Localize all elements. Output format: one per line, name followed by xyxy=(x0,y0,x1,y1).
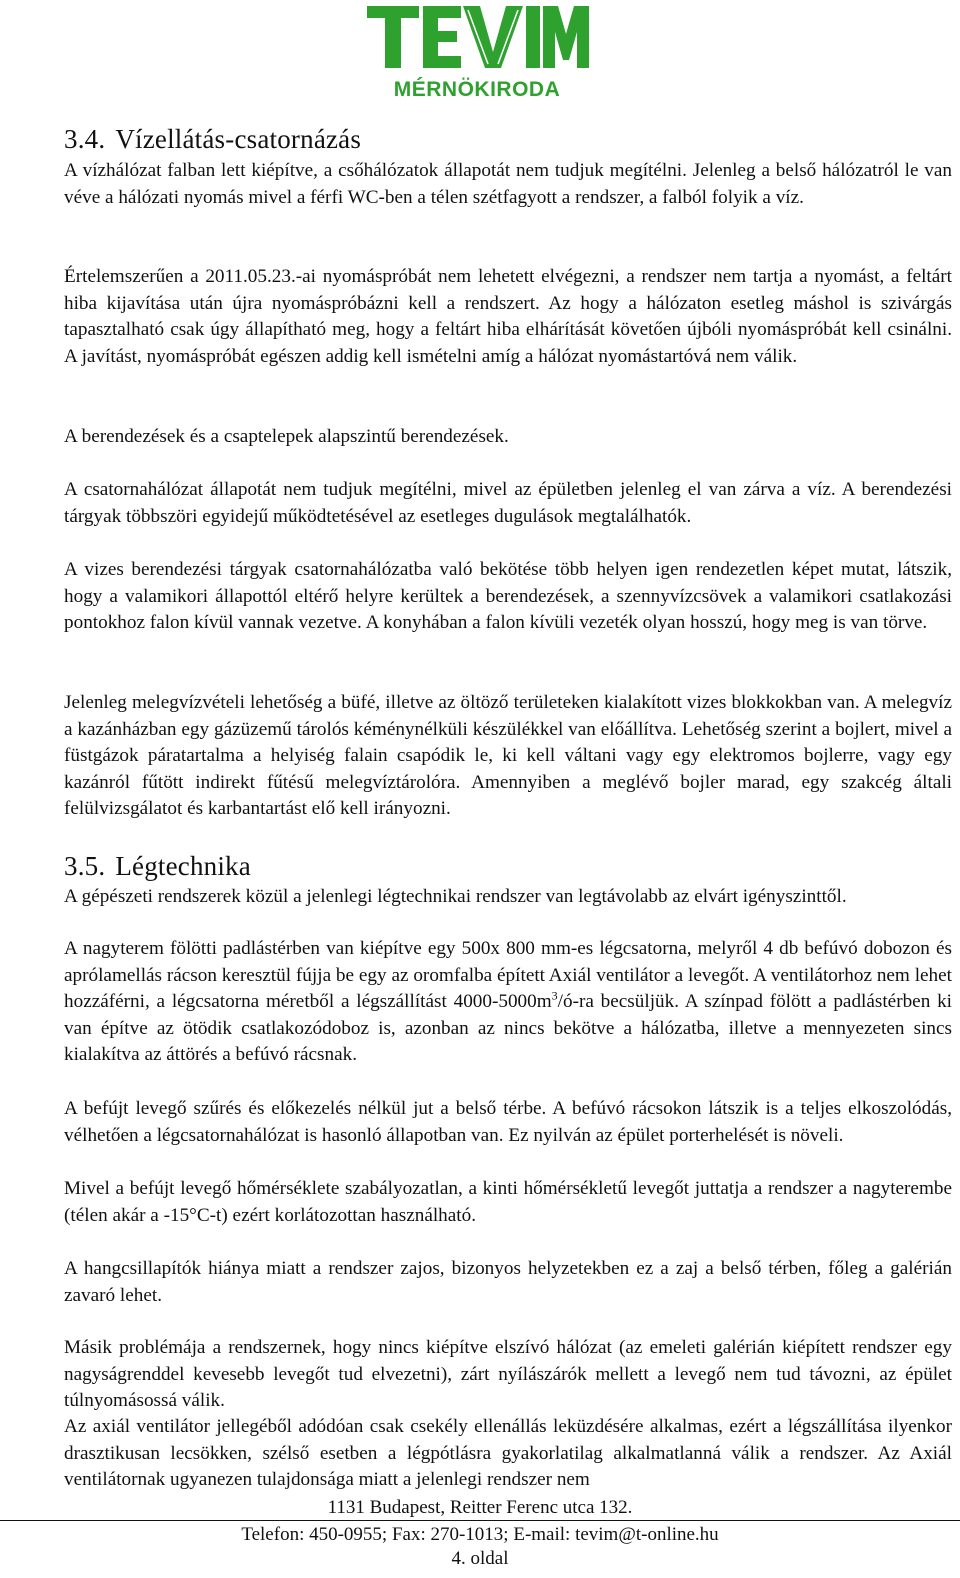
section-heading-3-5 xyxy=(64,851,251,881)
footer-address: 1131 Budapest, Reitter Ferenc utca 132. xyxy=(327,1497,633,1518)
paragraph: Másik problémája a rendszernek, hogy nincs kiépítve elszívó hálózat (az emeleti galérián kiépített rendszer egy nagyságrenddel kevesebb levegőt tud elvezetni), zárt nyílászárók mellett a levegő nem tud távozni, az épület túlnyomásossá válik. xyxy=(64,1337,952,1411)
section-heading-3-4 xyxy=(64,124,361,154)
tevim-logo-mark xyxy=(365,4,590,100)
paragraph-text: A nagyterem fölötti padlástérben van kiépítve egy 500x 800 mm-es légcsatorna, melyről 4 db befúvó dobozon és aprólamellás rácson keresztül fújja be egy az oromfalba épített Axiál ventilátor a levegőt. A ventilátorhoz nem lehet hozzáférni, a légcsatorna méretből a légszállítást 4000-5000m xyxy=(64,938,952,1012)
paragraph xyxy=(64,936,952,1069)
paragraph: A gépészeti rendszerek közül a jelenlegi légtechnikai rendszer van legtávolabb az elvárt igényszinttől. xyxy=(64,886,847,907)
page-number: 4. oldal xyxy=(451,1548,509,1569)
section-title: Vízellátás-csatornázás xyxy=(115,124,362,154)
footer-divider xyxy=(0,1520,960,1521)
paragraph: A berendezések és a csaptelepek alapszintű berendezések. xyxy=(64,426,509,447)
paragraph: Értelemszerűen a 2011.05.23.-ai nyomáspróbát nem lehetett elvégezni, a rendszer nem tartja a nyomást, a feltárt hiba kijavítása után újra nyomáspróbázni kell a rendszert. Az hogy a hálózaton esetleg máshol is szivárgás tapasztalható csak úgy állapítható meg, hogy a feltárt hiba elhárítását követően újbóli nyomáspróbát kell csinálni. A javítást, nyomáspróbát egészen addig kell ismételni amíg a hálózat nyomástartóvá nem válik. xyxy=(64,266,952,367)
section-title: Légtechnika xyxy=(115,851,251,881)
paragraph: A befújt levegő szűrés és előkezelés nélkül jut a belső térbe. A befúvó rácsokon látszik is a teljes elkoszolódás, vélhetően a légcsatornahálózat is hasonló állapotban van. Ez nyilván az épület porterhelését is növeli. xyxy=(64,1098,952,1146)
paragraph-text: /ó-ra becsüljük. A színpad fölött a padlástérben ki van építve az ötödik csatlakozódoboz is, azonban az nincs bekötve a hálózatba, illetve a mennyezeten sincs kialakítva az áttörés a befúvó rácsnak. xyxy=(64,991,952,1065)
footer-contact: Telefon: 450-0955; Fax: 270-1013; E-mail: tevim@t-online.hu xyxy=(241,1524,719,1545)
paragraph: A csatornahálózat állapotát nem tudjuk megítélni, mivel az épületben jelenleg el van zárva a víz. A berendezési tárgyak többszöri egyidejű működtetésével az esetleges dugulások megtalálhatók. xyxy=(64,479,952,527)
paragraph: A vízhálózat falban lett kiépítve, a csőhálózatok állapotát nem tudjuk megítélni. Jelenleg a belső hálózatról le van véve a hálózati nyomás mivel a férfi WC-ben a télen szétfagyott a rendszer, a falból folyik a víz. xyxy=(64,160,952,208)
company-logo xyxy=(365,4,590,100)
section-number: 3.4. xyxy=(64,124,106,154)
logo-subtitle: MÉRNÖKIRODA xyxy=(393,78,561,100)
superscript: 3 xyxy=(551,988,558,1003)
paragraph: Az axiál ventilátor jellegéből adódóan csak csekély ellenállás leküzdésére alkalmas, ezért a légszállítása ilyenkor drasztikusan lecsökken, szélső esetben a légpótlásra gyakorlatilag alkalmatlanná válik a rendszer. Az Axiál ventilátornak ugyanezen tulajdonsága miatt a jelenlegi rendszer nem xyxy=(64,1416,952,1490)
paragraph: A hangcsillapítók hiánya miatt a rendszer zajos, bizonyos helyzetekben ez a zaj a belső térben, főleg a galérián zavaró lehet. xyxy=(64,1258,952,1306)
paragraph: Mivel a befújt levegő hőmérséklete szabályozatlan, a kinti hőmérsékletű levegőt juttatja a rendszer a nagyterembe (télen akár a -15°C-t) ezért korlátozottan használható. xyxy=(64,1178,952,1226)
section-number: 3.5. xyxy=(64,851,106,881)
paragraph: Jelenleg melegvízvételi lehetőség a büfé, illetve az öltöző területeken kialakított vizes blokkokban van. A melegvíz a kazánházban egy gázüzemű tárolós kéménynélküli készülékkel van előállítva. Lehetőség szerint a bojlert, mivel a füstgázok páratartalma a helyiség falain csapódik le, ki kell váltani vagy egy elektromos bojlerre, vagy egy kazánról fűtött indirekt fűtésű melegvíztárolóra. Amennyiben a meglévő bojler marad, egy szakcég általi felülvizsgálatot és karbantartást elő kell irányozni. xyxy=(64,692,952,819)
paragraph: A vizes berendezési tárgyak csatornahálózatba való bekötése több helyen igen rendezetlen képet mutat, látszik, hogy a valamikori állapottól eltérő helyre kerültek a berendezések, a szennyvízcsövek a valamikori csatlakozási pontokhoz falon kívül vannak vezetve. A konyhában a falon kívüli vezeték olyan hosszú, hogy meg is van törve. xyxy=(64,559,952,633)
